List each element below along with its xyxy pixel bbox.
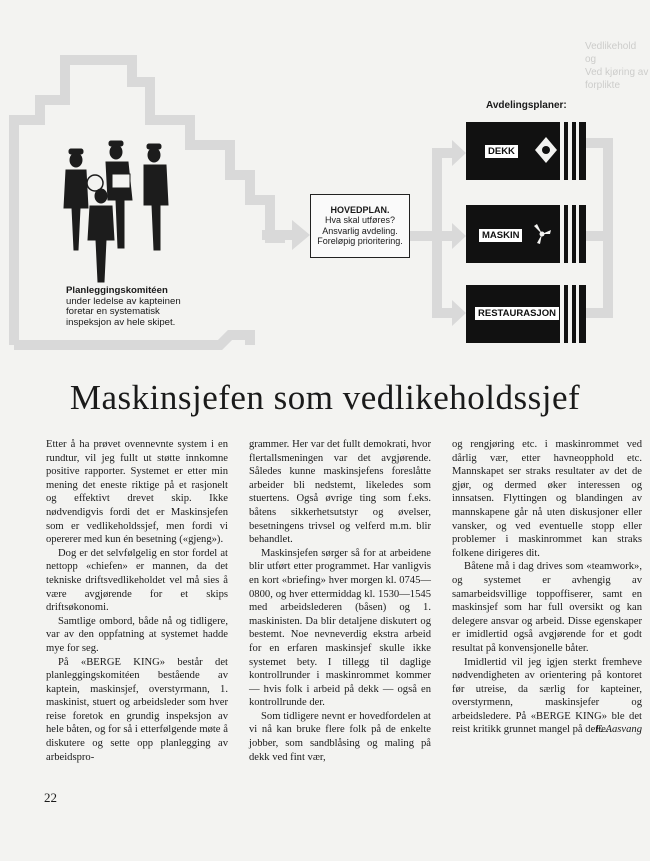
department-plans-heading: Avdelingsplaner: (486, 100, 567, 111)
paragraph: Maskinsjefen sørger så for at arbeidene blir utført etter programmet. Har vanligvis en kort «briefing» hver morgen kl. 0745—0800, og hver ettermiddag kl. 1530—1545 med arbeidslederen (båsen) og 1. maskinisten. Da blir detaljene diskutert og bestemt. Noe nevneverdig ekstra arbeid for en erfaren maskinsjef skulle ikke systemet bety. I tillegg til daglige kontrollrunder i maskinrommet kommer — hvis folk i arbeid på dekk — også en kontrollrunde der. (249, 547, 431, 709)
officers-illustration (64, 141, 168, 282)
department-label-dekk: DEKK (484, 144, 519, 159)
main-plan-box (310, 194, 410, 258)
department-label-maskin: MASKIN (478, 228, 523, 243)
main-plan-title: HOVEDPLAN. (330, 205, 390, 215)
main-plan-line: Foreløpig prioritering. (317, 236, 403, 247)
committee-caption-title: Planleggingskomitéen (66, 285, 168, 296)
author-signature: F. Aasvang (595, 724, 642, 736)
main-plan-line: Ansvarlig avdeling. (322, 225, 398, 236)
committee-caption-line: under ledelse av kapteinen (66, 295, 181, 307)
committee-caption (66, 286, 256, 328)
paragraph: Samtlige ombord, både nå og tidligere, var av den oppfatning at systemet hadde mye for seg. (46, 615, 228, 654)
page-number: 22 (44, 790, 57, 805)
article-column-1 (46, 438, 228, 764)
paragraph: Båtene må i dag drives som «teamwork», og systemet er avhengig av samarbeidsvillige toppoffiserer, samt en maskinsjef som har full oversikt og kan delegere ansvar og arbeid. Disse egenskaper er imidlertid også avgjørende for et godt resultat på konvensjonelle båter. (452, 561, 642, 654)
bleed-through-text: Vedlikehold og Ved kjøring av forplikte (585, 41, 649, 91)
committee-caption-line: inspeksjon av hele skipet. (66, 316, 176, 328)
paragraph: Som tidligere nevnt er hovedfordelen at vi nå kan bruke flere folk på de enkelte jobber, som sandblåsing og maling på dekk ved fint vær, (249, 710, 431, 763)
article-column-3 (452, 438, 642, 737)
committee-caption-line: foretar en systematisk (66, 306, 160, 318)
paragraph: grammer. Her var det fullt demokrati, hvor flertallsmeningen var det avgjørende. Således kunne maskinsjefens foreslåtte arbeider bli nedstemt, likeledes som stuertens. Også øvrige ting som f.eks. båtens sikkerhetsutstyr og øvelser, besetningens trivsel og velferd m.m. blir behandlet. (249, 439, 431, 546)
article-column-2 (249, 438, 431, 764)
paragraph: Dog er det selvfølgelig en stor fordel at nettopp «chiefen» er mannen, da det tekniske driftsvedlikeholdet vel må sies å være avgjørende for et skips driftsøkonomi. (46, 547, 228, 614)
paragraph: Imidlertid vil jeg igjen sterkt fremheve nødvendigheten av orientering på kontoret før utreise, da særlig for kapteiner, overstyrmenn, maskinsjefer og arbeidsledere. På «BERGE KING» ble det reist kritikk grunnet mangel på dette. (452, 656, 642, 736)
paragraph: På «BERGE KING» består det planleggingskomitéen bestående av kaptein, maskinsjef, overstyrmann, 1. maskinist, stuert og arbeidsleder som hver reise foretok en grundig inspeksjon av hele båten, og for så i etterfølgende møte å diskutere og sette opp planlegging av arbeidspro- (46, 656, 228, 763)
paragraph: og rengjøring etc. i maskinrommet ved dårlig vær, etter havneopphold etc. Mannskapet ser straks resultater av det de gjør, og dermed øker interessen og innsatsen. Flyttingen og blandingen av mannskapene går nå uten diskusjoner eller vansker, og ved eventuelle stopp eller problemer i maskinrommet kan straks folkene dirigeres dit. (452, 439, 642, 559)
main-plan-line: Hva skal utføres? (324, 215, 396, 226)
paragraph: Etter å ha prøvet ovennevnte system i en rundtur, vil jeg fullt ut støtte innkomne positive rapporter. Systemet er etter min mening det eneste riktige på et rasjonelt og effektivt drevet skip. Ikke nødvendigvis fordi det er Maskinsjefen som er vedlikeholdssjef, men fordi vi opererer med kun én besetning («gjeng»). (46, 439, 228, 546)
article-title: Maskinsjefen som vedlikeholdssjef (69, 378, 581, 417)
department-label-restaurasjon: RESTAURASJON (474, 306, 560, 321)
